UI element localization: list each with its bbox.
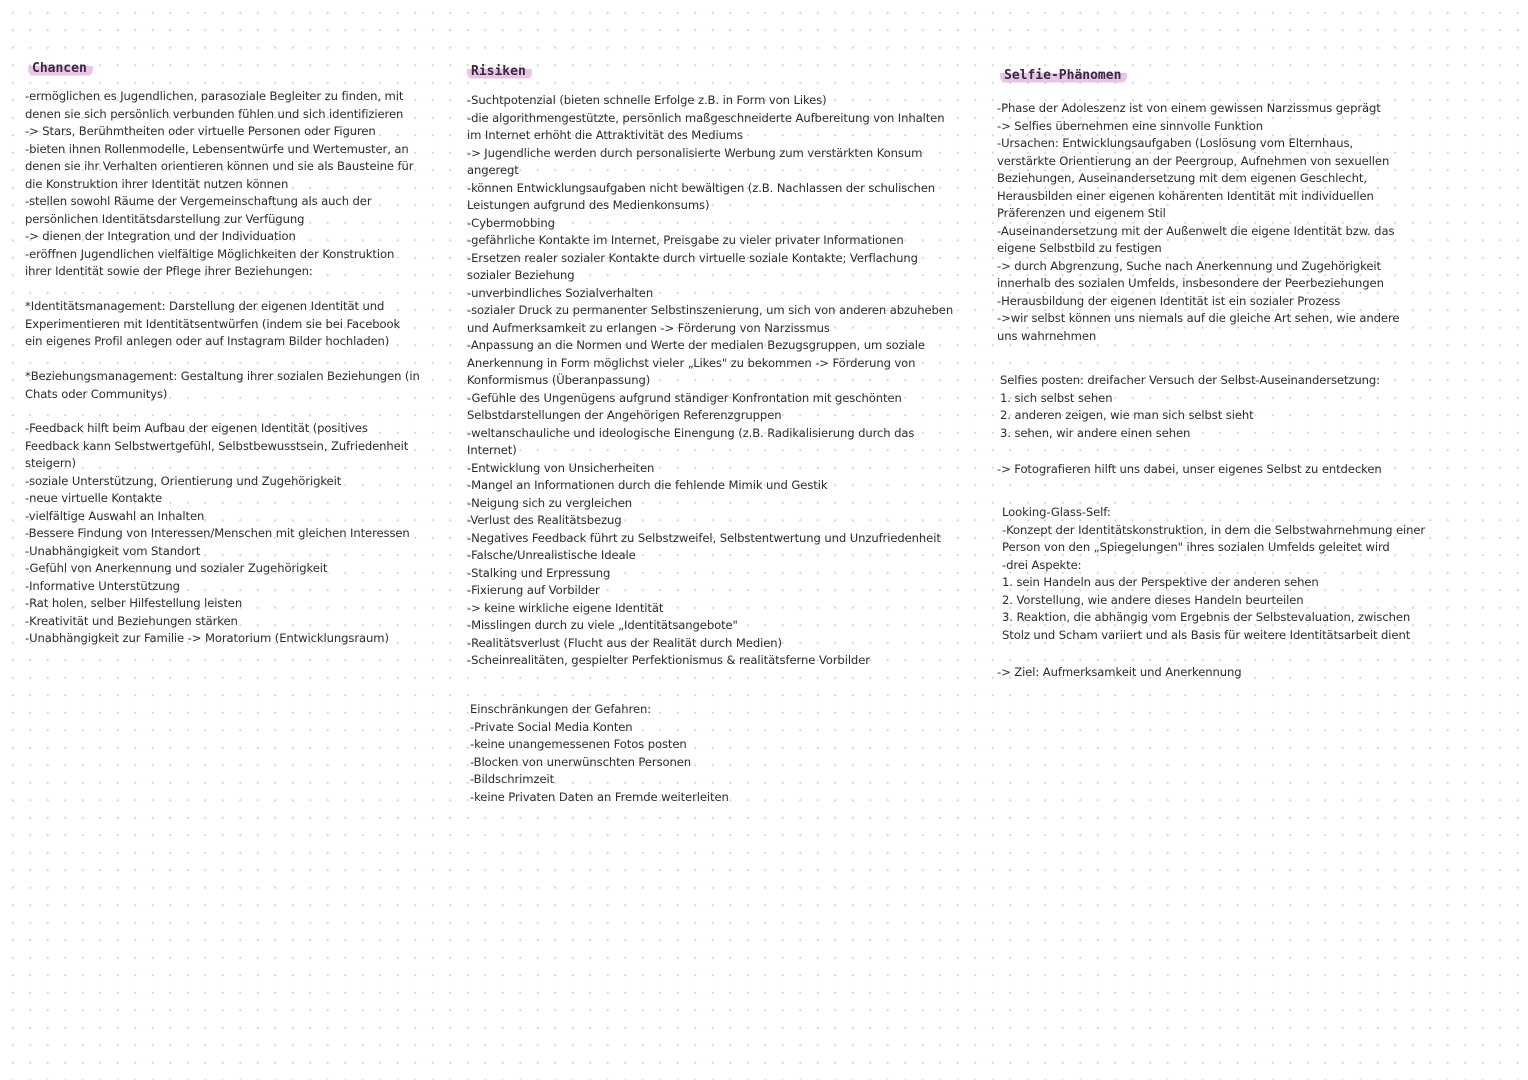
heading-selfie-phaenomen: Selfie-Phänomen [1000, 67, 1127, 84]
selfie-block-4 [1002, 504, 1427, 644]
text-line: -bieten ihnen Rollenmodelle, Lebensentwürfe und Wertemuster, an [25, 141, 409, 156]
text-line: Stolz und Scham variiert und als Basis für weitere Identitätsarbeit dient [1002, 627, 1411, 642]
text-line: denen sie sich persönlich verbunden fühlen und sich identifizieren [25, 106, 404, 121]
text-line: -Entwicklung von Unsicherheiten [467, 460, 655, 475]
text-line: -> durch Abgrenzung, Suche nach Anerkennung und Zugehörigkeit [997, 258, 1381, 273]
text-line: -> Stars, Berühmtheiten oder virtuelle Personen oder Figuren [25, 124, 376, 138]
text-line: steigern) [25, 456, 76, 470]
text-line: denen sie ihr Verhalten orientieren können und sie als Bausteine für [25, 159, 414, 173]
chancen-block-3 [25, 368, 420, 403]
text-line: *Identitätsmanagement: Darstellung der eigenen Identität und [25, 299, 385, 313]
text-line: -Mangel an Informationen durch die fehlende Mimik und Gestik [467, 478, 828, 492]
text-line: 1. sein Handeln aus der Perspektive der anderen sehen [1002, 575, 1319, 589]
text-line: -> Jugendliche werden durch personalisierte Werbung zum verstärkten Konsum [467, 145, 923, 160]
text-line: -Neigung sich zu vergleichen [467, 495, 632, 510]
text-line: Beziehungen, Auseinandersetzung mit dem eigenen Geschlecht, [997, 171, 1367, 185]
text-line: -Konzept der Identitätskonstruktion, in dem die Selbstwahrnehmung einer [1002, 522, 1426, 537]
text-line: Internet) [467, 443, 517, 457]
chancen-block-4 [25, 420, 420, 648]
text-line: 1. sich selbst sehen [1000, 390, 1113, 405]
text-line: Einschränkungen der Gefahren: [470, 702, 652, 716]
text-line: Chats oder Communitys) [25, 386, 168, 401]
text-line: -die algorithmengestützte, persönlich maßgeschneiderte Aufbereitung von Inhalten [467, 110, 945, 125]
text-line: 2. anderen zeigen, wie man sich selbst sieht [1000, 408, 1254, 422]
text-line: Leistungen aufgrund des Medienkonsums) [467, 198, 710, 212]
text-line: -Unabhängigkeit vom Standort [25, 543, 201, 558]
text-line: -Verlust des Realitätsbezug [467, 513, 622, 527]
text-line: -Suchtpotenzial (bieten schnelle Erfolge z.B. in Form von Likes) [467, 93, 827, 107]
heading-chancen: Chancen [28, 60, 93, 77]
text-line: Person von den „Spiegelungen" ihres sozialen Umfelds geleitet wird [1002, 540, 1390, 554]
text-line: -Scheinrealitäten, gespielter Perfektionismus & realitätsferne Vorbilder [467, 653, 870, 667]
text-line: -> dienen der Integration und der Individuation [25, 229, 296, 243]
risiken-block-1 [467, 92, 954, 670]
text-line: uns wahrnehmen [997, 328, 1097, 343]
text-line: im Internet erhöht die Attraktivität des Mediums [467, 128, 743, 142]
text-line: Selbstdarstellungen der Angehörigen Referenzgruppen [467, 408, 782, 422]
text-line: -Private Social Media Konten [470, 719, 633, 734]
text-line: -gefährliche Kontakte im Internet, Preisgabe zu vieler privater Informationen [467, 233, 904, 247]
text-line: -Herausbildung der eigenen Identität ist ein sozialer Prozess [997, 293, 1341, 308]
text-line: -Rat holen, selber Hilfestellung leisten [25, 596, 243, 610]
text-line: -Bildschrimzeit [470, 772, 555, 786]
text-line: angeregt [467, 163, 519, 177]
text-line: Feedback kann Selbstwertgefühl, Selbstbewusstsein, Zufriedenheit [25, 438, 409, 453]
text-line: -Falsche/Unrealistische Ideale [467, 548, 636, 562]
text-line: 3. Reaktion, die abhängig vom Ergebnis der Selbstevaluation, zwischen [1002, 610, 1411, 624]
text-line: Präferenzen und eigenem Stil [997, 206, 1166, 220]
text-line: eigene Selbstbild zu festigen [997, 241, 1162, 255]
text-line: -Feedback hilft beim Aufbau der eigenen Identität (positives [25, 421, 368, 435]
text-line: -Realitätsverlust (Flucht aus der Realität durch Medien) [467, 635, 782, 650]
text-line: Herausbilden einer eigenen kohärenten Identität mit individuellen [997, 188, 1374, 203]
text-line: -Informative Unterstützung [25, 578, 180, 593]
text-line: -Ersetzen realer sozialer Kontakte durch virtuelle soziale Kontakte; Verflachung [467, 250, 918, 265]
text-line: -keine Privaten Daten an Fremde weiterleiten [470, 789, 729, 804]
chancen-block-1 [25, 88, 420, 281]
text-line: -Phase der Adoleszenz ist von einem gewissen Narzissmus geprägt [997, 101, 1381, 115]
text-line: -eröffnen Jugendlichen vielfältige Möglichkeiten der Konstruktion [25, 246, 395, 261]
text-line: -Cybermobbing [467, 215, 555, 230]
text-line: ->wir selbst können uns niemals auf die gleiche Art sehen, wie andere [997, 311, 1400, 325]
text-line: -soziale Unterstützung, Orientierung und Zugehörigkeit [25, 473, 342, 488]
text-line: die Konstruktion ihrer Identität nutzen können [25, 176, 289, 191]
text-line: -können Entwicklungsaufgaben nicht bewältigen (z.B. Nachlassen der schulischen [467, 180, 936, 195]
selfie-block-2 [1000, 372, 1427, 442]
text-line: -neue virtuelle Kontakte [25, 491, 163, 505]
text-line: und Aufmerksamkeit zu erlangen -> Förderung von Narzissmus [467, 320, 830, 335]
text-line: -stellen sowohl Räume der Vergemeinschaftung als auch der [25, 194, 372, 208]
text-line: -weltanschauliche und ideologische Einengung (z.B. Radikalisierung durch das [467, 425, 915, 440]
text-line: -> Ziel: Aufmerksamkeit und Anerkennung [997, 665, 1242, 679]
text-line: 3. sehen, wir andere einen sehen [1000, 425, 1191, 440]
text-line: -ermöglichen es Jugendlichen, parasoziale Begleiter zu finden, mit [25, 89, 404, 103]
text-line: -Kreativität und Beziehungen stärken [25, 613, 238, 628]
text-line: -Blocken von unerwünschten Personen [470, 754, 692, 769]
text-line: Konformismus (Überanpassung) [467, 373, 651, 387]
text-line: Anerkennung in Form möglichst vieler „Likes" zu bekommen -> Förderung von [467, 355, 916, 370]
text-line: -Stalking und Erpressung [467, 565, 611, 580]
text-line: -Gefühl von Anerkennung und sozialer Zugehörigkeit [25, 561, 328, 575]
text-line: verstärkte Orientierung an der Peergroup, Aufnehmen von sexuellen [997, 153, 1390, 168]
text-line: Selfies posten: dreifacher Versuch der Selbst-Auseinandersetzung: [1000, 373, 1380, 387]
text-line: innerhalb des sozialen Umfelds, insbesondere der Peerbeziehungen [997, 276, 1384, 290]
text-line: ihrer Identität sowie der Pflege ihrer Beziehungen: [25, 264, 313, 278]
chancen-block-2 [25, 298, 420, 351]
selfie-block-3 [997, 461, 1427, 479]
selfie-block-1 [997, 100, 1427, 345]
text-line: -Negatives Feedback führt zu Selbstzweifel, Selbstentwertung und Unzufriedenheit [467, 530, 941, 545]
text-line: Looking-Glass-Self: [1002, 505, 1111, 519]
text-line: -Misslingen durch zu viele „Identitätsangebote" [467, 618, 738, 632]
text-line: -vielfältige Auswahl an Inhalten [25, 508, 205, 523]
text-line: sozialer Beziehung [467, 268, 575, 282]
text-line: -Bessere Findung von Interessen/Menschen mit gleichen Interessen [25, 526, 410, 540]
text-line: -Unabhängigkeit zur Familie -> Moratorium (Entwicklungsraum) [25, 631, 389, 645]
text-line: persönlichen Identitätsdarstellung zur Verfügung [25, 211, 305, 226]
selfie-block-5 [997, 664, 1427, 682]
text-line: -Ursachen: Entwicklungsaufgaben (Loslösung vom Elternhaus, [997, 136, 1354, 150]
text-line: 2. Vorstellung, wie andere dieses Handeln beurteilen [1002, 592, 1304, 607]
text-line: -> Fotografieren hilft uns dabei, unser eigenes Selbst zu entdecken [997, 462, 1382, 476]
text-line: -Gefühle des Ungenügens aufgrund ständiger Konfrontation mit geschönten [467, 390, 902, 405]
text-line: -sozialer Druck zu permanenter Selbstinszenierung, um sich von anderen abzuheben [467, 303, 954, 317]
text-line: -Auseinandersetzung mit der Außenwelt die eigene Identität bzw. das [997, 223, 1395, 238]
text-line: -Anpassung an die Normen und Werte der medialen Bezugsgruppen, um soziale [467, 338, 925, 352]
text-line: -unverbindliches Sozialverhalten [467, 285, 654, 300]
heading-risiken: Risiken [467, 63, 532, 80]
text-line: -> keine wirkliche eigene Identität [467, 600, 664, 615]
text-line: *Beziehungsmanagement: Gestaltung ihrer sozialen Beziehungen (in [25, 369, 420, 383]
text-line: -keine unangemessenen Fotos posten [470, 737, 687, 751]
text-line: -> Selfies übernehmen eine sinnvolle Funktion [997, 118, 1263, 133]
text-line: -drei Aspekte: [1002, 557, 1082, 572]
risiken-block-2 [470, 701, 947, 806]
text-line: ein eigenes Profil anlegen oder auf Instagram Bilder hochladen) [25, 334, 390, 348]
text-line: Experimentieren mit Identitätsentwürfen (indem sie bei Facebook [25, 316, 401, 331]
text-line: -Fixierung auf Vorbilder [467, 583, 600, 597]
